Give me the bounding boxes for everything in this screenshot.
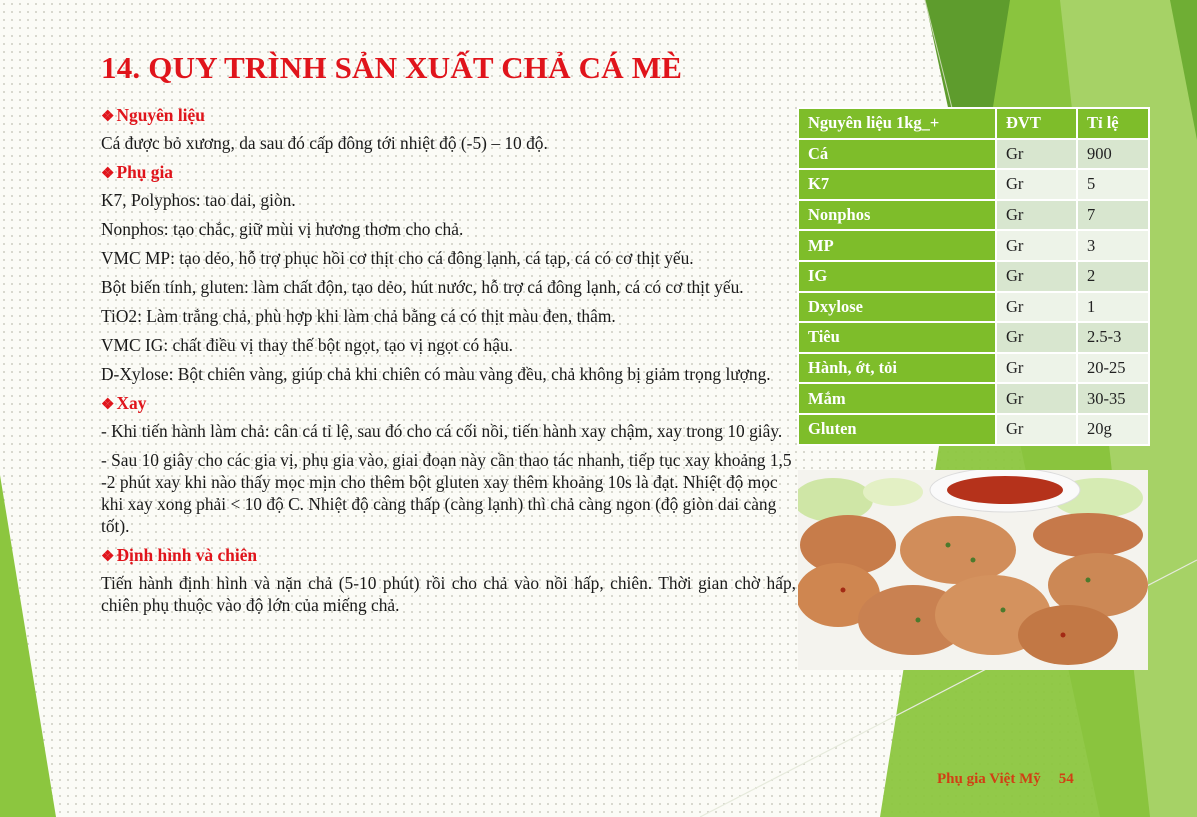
table-row (798, 383, 1149, 414)
fish-cake (1033, 513, 1143, 557)
table-row (798, 169, 1149, 200)
unit-cell: Gr (996, 169, 1077, 200)
ingredient-name: MP (798, 230, 996, 261)
ingredient-name: Dxylose (798, 292, 996, 323)
ratio-cell: 7 (1077, 200, 1149, 231)
table-row (798, 230, 1149, 261)
column-header: Nguyên liệu 1kg_+ (798, 108, 996, 139)
paragraph: Bột biến tính, gluten: làm chất độn, tạo dẻo, hút nước, hỗ trợ cá đông lạnh, cá có cơ thịt yếu. (101, 277, 744, 297)
fish-cake (900, 516, 1016, 584)
paragraph: VMC MP: tạo dẻo, hỗ trợ phục hồi cơ thịt cho cá đông lạnh, cá tạp, cá có cơ thịt yếu. (101, 248, 694, 268)
paragraph: Nonphos: tạo chắc, giữ mùi vị hương thơm cho chả. (101, 219, 464, 239)
section-heading-xay: ❖ Xay (101, 393, 147, 413)
paragraph: VMC IG: chất điều vị thay thế bột ngọt, tạo vị ngọt có hậu. (101, 335, 513, 355)
section-heading-phu-gia: ❖ Phụ gia (101, 162, 173, 182)
herb-speck (971, 558, 976, 563)
ratio-cell: 30-35 (1077, 383, 1149, 414)
diamond-bullet-icon: ❖ (101, 549, 115, 565)
ratio-cell: 5 (1077, 169, 1149, 200)
content-body (101, 104, 796, 623)
footer-brand: Phụ gia Việt Mỹ (937, 771, 1041, 787)
page-number: 54 (1058, 771, 1074, 787)
chili-speck (841, 588, 846, 593)
section-heading-dinh-hinh: ❖ Định hình và chiên (101, 545, 258, 565)
page-title: 14. QUY TRÌNH SẢN XUẤT CHẢ CÁ MÈ (101, 50, 683, 85)
column-header: ĐVT (996, 108, 1077, 139)
ratio-cell: 2.5-3 (1077, 322, 1149, 353)
paragraph: K7, Polyphos: tao dai, giòn. (101, 190, 296, 210)
table-row (798, 322, 1149, 353)
ingredient-name: Mắm (798, 383, 996, 414)
ratio-cell: 2 (1077, 261, 1149, 292)
diamond-bullet-icon: ❖ (101, 109, 115, 125)
unit-cell: Gr (996, 353, 1077, 384)
unit-cell: Gr (996, 230, 1077, 261)
herb-speck (946, 543, 951, 548)
ratio-cell: 3 (1077, 230, 1149, 261)
footer (937, 771, 1074, 788)
unit-cell: Gr (996, 200, 1077, 231)
ingredient-name: Nonphos (798, 200, 996, 231)
paragraph: - Khi tiến hành làm chả: cân cá tỉ lệ, sau đó cho cá cối nồi, tiến hành xay chậm, xay trong 10 giây. (101, 421, 783, 441)
ingredient-name: Hành, ớt, tỏi (798, 353, 996, 384)
ingredient-table (797, 107, 1150, 446)
fish-cake (1018, 605, 1118, 665)
diamond-bullet-icon: ❖ (101, 166, 115, 182)
paragraph: Tiến hành định hình và nặn chả (5-10 phút) rồi cho chả vào nồi hấp, chiên. Thời gian chờ hấp, chiên phụ thuộc vào độ lớn của miếng chả. (101, 573, 796, 615)
ingredient-name: Gluten (798, 414, 996, 445)
paragraph: TiO2: Làm trắng chả, phù hợp khi làm chả bằng cá có thịt màu đen, thâm. (101, 306, 616, 326)
paragraph: D-Xylose: Bột chiên vàng, giúp chả khi chiên có màu vàng đều, chả không bị giảm trọng lượng. (101, 364, 771, 384)
column-header: Tỉ lệ (1077, 108, 1149, 139)
ingredient-name: Cá (798, 139, 996, 170)
section-heading-nguyen-lieu: ❖ Nguyên liệu (101, 105, 205, 125)
table-row (798, 261, 1149, 292)
table-row (798, 292, 1149, 323)
ratio-cell: 1 (1077, 292, 1149, 323)
ingredient-name: Tiêu (798, 322, 996, 353)
herb-speck (916, 618, 921, 623)
ingredient-name: IG (798, 261, 996, 292)
unit-cell: Gr (996, 383, 1077, 414)
paragraph: - Sau 10 giây cho các gia vị, phụ gia vào, giai đoạn này cần thao tác nhanh, tiếp tục xay khoảng 1,5 -2 phút xay khi nào thấy mọc mịn cho thêm bột gluten xay thêm khoảng 10s là đạt. Nhiệt độ mọc khi xay xong phải < 10 độ C. Nhiệt độ càng thấp (càng lạnh) thì chả càng ngon (độ giòn dai càng tốt). (101, 450, 792, 536)
ingredient-name: K7 (798, 169, 996, 200)
unit-cell: Gr (996, 414, 1077, 445)
ratio-cell: 20-25 (1077, 353, 1149, 384)
herb-speck (1086, 578, 1091, 583)
unit-cell: Gr (996, 261, 1077, 292)
table-row (798, 414, 1149, 445)
ratio-cell: 20g (1077, 414, 1149, 445)
dipping-sauce (947, 476, 1063, 504)
table-row (798, 200, 1149, 231)
ratio-cell: 900 (1077, 139, 1149, 170)
table-header-row (798, 108, 1149, 139)
herb-speck (1001, 608, 1006, 613)
chili-speck (1061, 633, 1066, 638)
table-row (798, 139, 1149, 170)
unit-cell: Gr (996, 292, 1077, 323)
table-row (798, 353, 1149, 384)
cucumber-slice (863, 478, 923, 506)
paragraph: Cá được bỏ xương, da sau đó cấp đông tới nhiệt độ (-5) – 10 độ. (101, 133, 548, 153)
unit-cell: Gr (996, 139, 1077, 170)
unit-cell: Gr (996, 322, 1077, 353)
fish-cake-photo (798, 470, 1148, 670)
left-green-band (0, 475, 56, 817)
diamond-bullet-icon: ❖ (101, 397, 115, 413)
